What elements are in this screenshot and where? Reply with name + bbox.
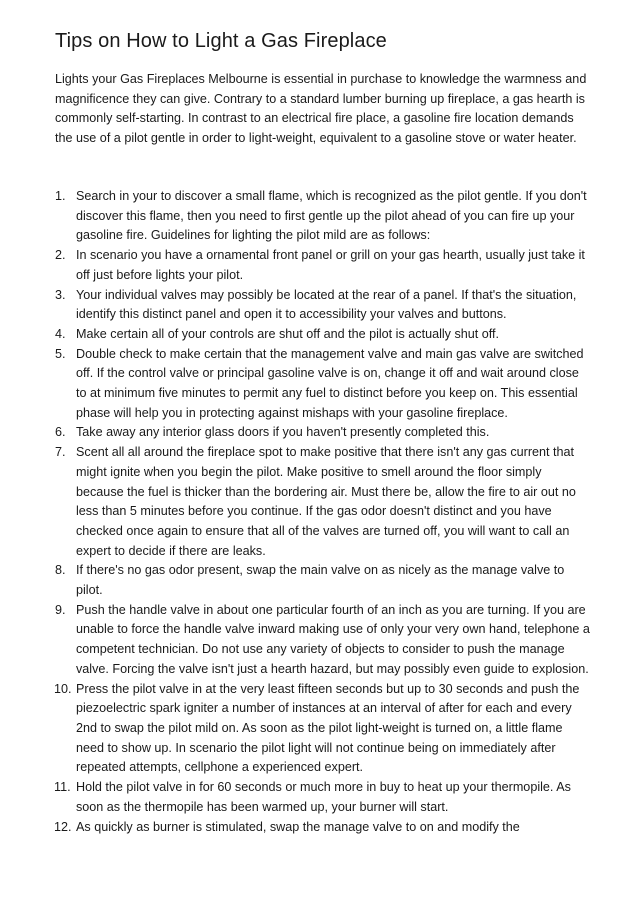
- list-item: [55, 443, 590, 561]
- step-text: Press the pilot valve in at the very least fifteen seconds but up to 30 seconds and push the piezoelectric spark igniter a number of instances at an interval of after for each and every 2nd to swap the pilot mild on. As soon as the pilot light-weight is turned on, a little flame need to show up. In scenario the pilot light will not continue being on immediately after repeated attempts, cellphone a experienced expert.: [76, 681, 580, 775]
- step-text: Double check to make certain that the management valve and main gas valve are switched off. If the control valve or principal gasoline valve is on, change it off and wait around close to at minimum five minutes to permit any fuel to distinct before you keep on. This essential phase will help you in protecting against mishaps with your gasoline fireplace.: [76, 346, 584, 420]
- step-number: 10.: [54, 681, 72, 696]
- list-item: [55, 286, 590, 325]
- list-item: [55, 345, 590, 424]
- intro-paragraph: Lights your Gas Fireplaces Melbourne is essential in purchase to knowledge the warmness and magnificence they can give. Contrary to a standard lumber burning up fireplace, a gas hearth is commonly self-starting. In contrast to an electrical fire place, a gasoline fire location demands the use of a pilot gentle in order to light-weight, equivalent to a gasoline stove or water heater.: [55, 72, 587, 146]
- step-number: 1.: [55, 189, 66, 203]
- step-number: 2.: [55, 248, 66, 263]
- step-text: Your individual valves may possibly be located at the rear of a panel. If that's the situation, identify this distinct panel and open it to accessibility your valves and buttons.: [76, 287, 577, 322]
- page-title: Tips on How to Light a Gas Fireplace: [55, 30, 387, 52]
- step-text: Hold the pilot valve in for 60 seconds or much more in buy to heat up your thermopile. As soon as the thermopile has been warmed up, your burner will start.: [76, 780, 571, 814]
- list-item: [55, 325, 590, 345]
- step-text: Push the handle valve in about one particular fourth of an inch as you are turning. If you are unable to force the handle valve inward making use of only your very own hand, telephone a competent technician. Do not use any variety of objects to consider to push the manage valve. Forcing the valve isn't just a hearth hazard, but may possibly even guide to explosion.: [76, 602, 590, 676]
- step-number: 3.: [55, 287, 66, 302]
- steps-list: [55, 187, 590, 837]
- step-number: 8.: [55, 563, 66, 578]
- list-item: [55, 187, 590, 246]
- step-number: 11.: [54, 780, 71, 795]
- step-number: 9.: [55, 602, 66, 617]
- step-text: Take away any interior glass doors if you haven't presently completed this.: [76, 425, 490, 440]
- step-text: In scenario you have a ornamental front panel or grill on your gas hearth, usually just take it off just before lights your pilot.: [76, 248, 585, 282]
- list-item: [55, 818, 590, 838]
- step-text: As quickly as burner is stimulated, swap the manage valve to on and modify the: [76, 819, 520, 834]
- list-item: [55, 561, 590, 600]
- step-text: If there's no gas odor present, swap the main valve on as nicely as the manage valve to pilot.: [76, 563, 565, 598]
- step-number: 12.: [54, 819, 72, 834]
- list-item: [55, 778, 590, 817]
- step-number: 7.: [55, 445, 66, 460]
- step-text: Make certain all of your controls are shut off and the pilot is actually shut off.: [76, 326, 500, 341]
- step-number: 4.: [55, 326, 66, 341]
- list-item: [55, 423, 590, 443]
- step-number: 6.: [55, 425, 66, 440]
- step-text: Scent all all around the fireplace spot to make positive that there isn't any gas current that might ignite when you begin the pilot. Make positive to smell around the floor simply because the fuel is thicker than the bordering air. Must there be, allow the fire to air out no less than 5 minutes before you continue. If the gas odor doesn't distinct and you have checked once again to ensure that all of the valves are turned off, you will want to call an expert to decide if there are leaks.: [76, 445, 576, 558]
- step-number: 5.: [55, 346, 66, 361]
- list-item: [55, 601, 590, 680]
- list-item: [55, 246, 590, 285]
- step-text: Search in your to discover a small flame, which is recognized as the pilot gentle. If you don't discover this flame, then you need to first gentle up the pilot ahead of you can fire up your gasoline fire. Guidelines for lighting the pilot mild are as follows:: [76, 189, 587, 243]
- list-item: [55, 680, 590, 779]
